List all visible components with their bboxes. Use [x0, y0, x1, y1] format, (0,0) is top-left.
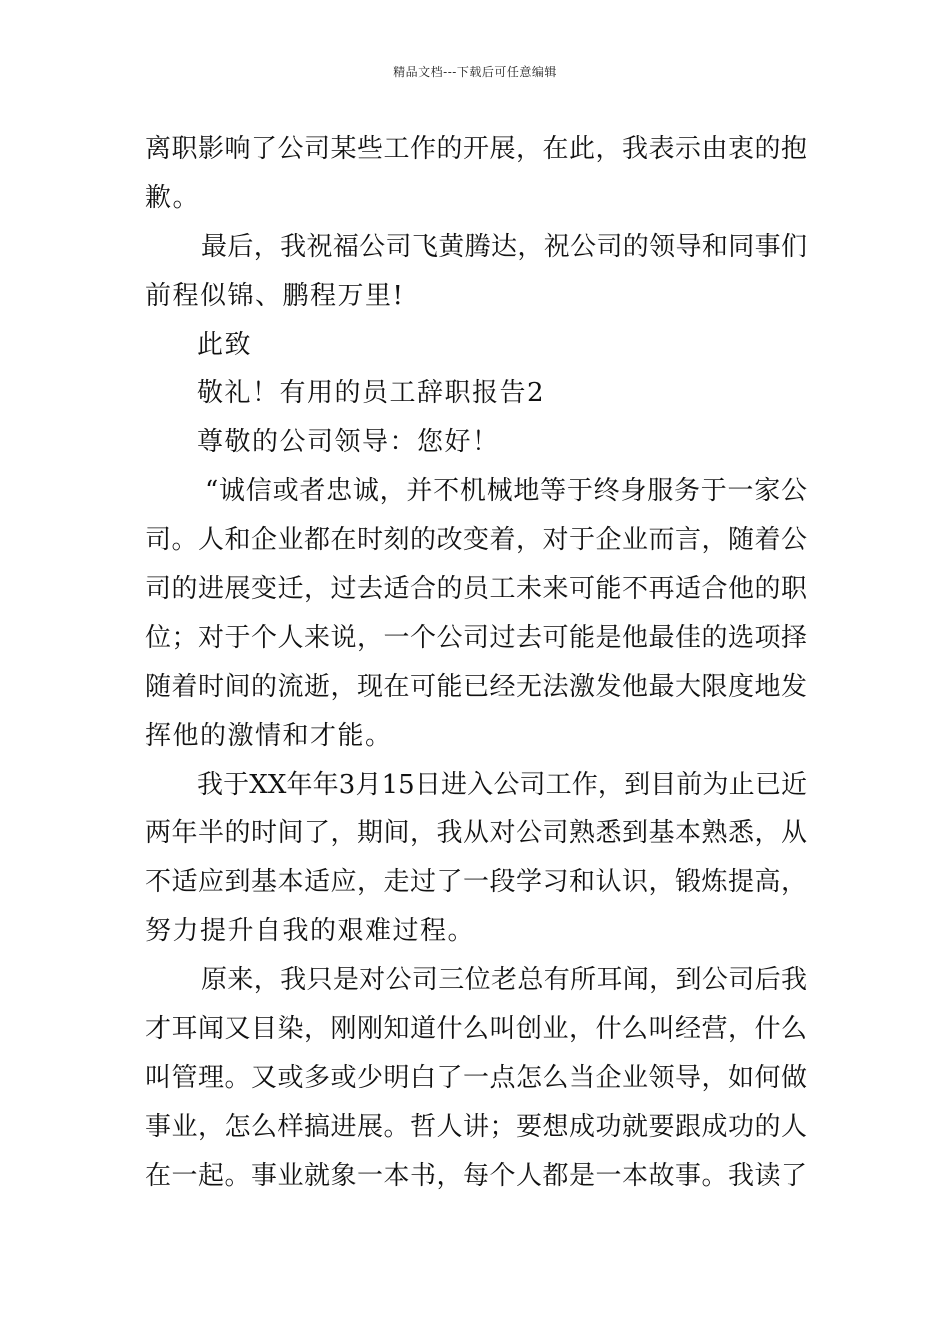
- paragraph-line: 离职影响了公司某些工作的开展，在此，我表示由衷的抱: [145, 134, 807, 164]
- paragraph-line: 两年半的时间了，期间，我从对公司熟悉到基本熟悉，从: [145, 818, 807, 849]
- section-title: 敬礼！有用的员工辞职报告2: [197, 378, 546, 409]
- paragraph-line: 事业，怎么样搞进展。哲人讲；要想成功就要跟成功的人: [145, 1111, 807, 1142]
- paragraph-line: 在一起。事业就象一本书，每个人都是一本故事。我读了: [145, 1160, 807, 1191]
- paragraph-line: 才耳闻又目染，刚刚知道什么叫创业，什么叫经营，什么: [145, 1014, 807, 1045]
- greeting-line: 尊敬的公司领导：您好！: [197, 427, 500, 458]
- paragraph-line: “诚信或者忠诚，并不机械地等于终身服务于一家公: [205, 476, 807, 507]
- paragraph-line: 司的进展变迁，过去适合的员工未来可能不再适合他的职: [145, 574, 807, 605]
- page-header: 精品文档---下载后可任意编辑: [393, 65, 557, 79]
- paragraph-line: 叫管理。又或多或少明白了一点怎么当企业领导，如何做: [145, 1062, 807, 1093]
- paragraph-line: 前程似锦、鹏程万里!: [145, 280, 405, 311]
- salutation-line: 此致: [197, 329, 253, 360]
- paragraph-line: 不适应到基本适应，走过了一段学习和认识，锻炼提高，: [145, 867, 807, 898]
- document-body: [145, 125, 807, 1201]
- paragraph-line: 挥他的激情和才能。: [145, 720, 393, 751]
- paragraph-line: 最后，我祝福公司飞黄腾达，祝公司的领导和同事们: [201, 231, 807, 262]
- paragraph-line: 随着时间的流逝，现在可能已经无法激发他最大限度地发: [145, 671, 807, 702]
- paragraph-line: 歉。: [145, 182, 201, 213]
- paragraph-line: 我于XX年年3月15日进入公司工作，到目前为止已近: [197, 769, 807, 800]
- paragraph-line: 努力提升自我的艰难过程。: [145, 916, 476, 947]
- paragraph-line: 位；对于个人来说，一个公司过去可能是他最佳的选项择: [145, 622, 807, 653]
- paragraph-line: 原来，我只是对公司三位老总有所耳闻，到公司后我: [201, 965, 807, 996]
- paragraph-line: 司。人和企业都在时刻的改变着，对于企业而言，随着公: [145, 525, 807, 556]
